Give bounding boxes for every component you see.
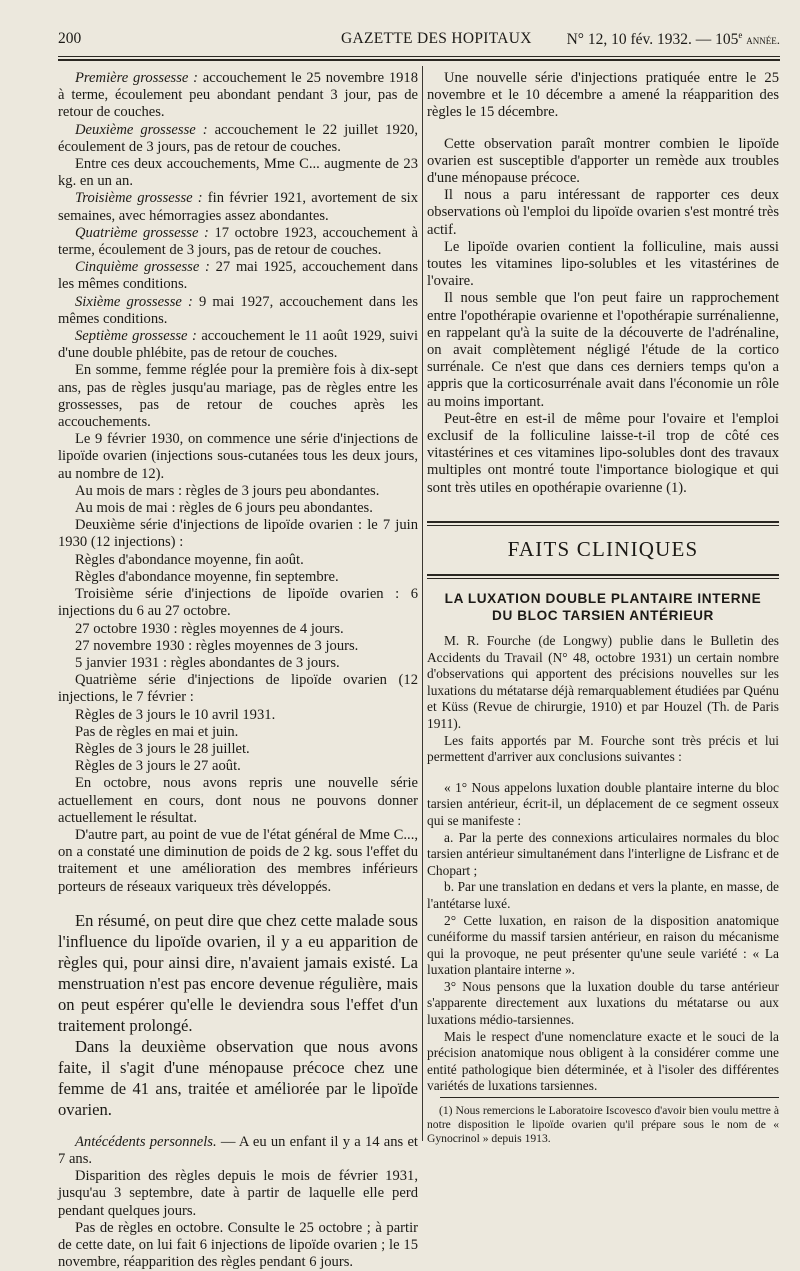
article-paragraph-1: Les faits apportés par M. Fourche sont très précis et lui permettent d'arriver aux conclusions suivantes : (427, 732, 779, 765)
left-paragraph-2: Entre ces deux accouchements, Mme C... augmente de 23 kg. en un an. (58, 156, 418, 190)
right-paragraph-3: Le lipoïde ovarien contient la folliculine, mais aussi toutes les vitamines lipo-solubles et les vitastérines de l'ovaire. (427, 238, 779, 290)
right-paragraph-2: Il nous a paru intéressant de rapporter ces deux observations où l'emploi du lipoïde ovarien s'est montré très actif. (427, 187, 779, 238)
left-paragraph-8: En somme, femme réglée pour la première fois à dix-sept ans, pas de règles jusqu'au mariage, pas de règles entre les grossesses, pas de retour de couches après les accouchements. (58, 362, 418, 431)
article-paragraph-3: a. Par la perte des connexions articulaires normales du bloc tarsien antérieur simultanément dans l'interligne de Lisfranc et de Chopart ; (427, 829, 779, 878)
right-column-top (427, 70, 779, 497)
left-paragraph-18: 5 janvier 1931 : règles abondantes de 3 jours. (75, 654, 340, 671)
header-rule-bottom (58, 59, 780, 61)
left-paragraph-20: Règles de 3 jours le 10 avril 1931. (75, 706, 276, 723)
header-rule-top (58, 56, 780, 57)
issue-info (567, 30, 780, 49)
article-paragraph-2: « 1° Nous appelons luxation double plantaire interne du bloc tarsien antérieur, écrit-il, un déplacement de ce segment osseux qui se manifeste : (427, 779, 779, 828)
footnote-rule (440, 1097, 779, 1098)
issue-year: année. (746, 32, 780, 48)
left-paragraph-17: 27 novembre 1930 : règles moyennes de 3 jours. (75, 637, 359, 654)
left-paragraph-11: Au mois de mai : règles de 6 jours peu abondantes. (75, 500, 373, 517)
section-rule-bottom-thin (427, 578, 779, 579)
left-paragraph-0: Première grossesse : accouchement le 25 novembre 1918 à terme, écoulement peu abondant pendant 3 jour, pas de retour de couches. (58, 70, 419, 121)
section-rule-bottom (427, 574, 779, 576)
paragraph-lead: Troisième grossesse : (75, 190, 203, 207)
left-paragraph-3: Troisième grossesse : fin février 1921, avortement de six semaines, avec hémorragies assez abondantes. (58, 190, 418, 224)
paragraph-lead: Deuxième grossesse : (75, 121, 208, 138)
left-paragraph-5: Cinquième grossesse : 27 mai 1925, accouchement dans les mêmes conditions. (58, 259, 418, 293)
left-column (58, 70, 418, 1271)
paragraph-lead: Septième grossesse : (75, 328, 197, 345)
article-title (427, 591, 779, 624)
right-paragraph-1: Cette observation paraît montrer combien le lipoïde ovarien est susceptible d'apporter un remède aux troubles d'une ménopause précoce. (427, 135, 779, 187)
section-rule-top-thin (427, 525, 779, 526)
right-column-article (427, 633, 779, 1095)
left-paragraph-22: Règles de 3 jours le 28 juillet. (75, 740, 250, 757)
section-rule-top (427, 521, 779, 523)
paragraph-lead: Cinquième grossesse : (75, 259, 210, 276)
left-paragraph-19: Quatrième série d'injections de lipoïde ovarien (12 injections, le 7 février : (58, 672, 418, 706)
article-paragraph-0: M. R. Fourche (de Longwy) publie dans le Bulletin des Accidents du Travail (N° 48, octobre 1931) un certain nombre d'observations qui apportent des précisions nouvelles sur les luxations du métatarse déjà remarquablement étudiées par Quénu et Küss (Revue de chirurgie, 1910) et par Houzel (Th. de Paris 1911). (427, 633, 779, 731)
footnote-text: (1) Nous remercions le Laboratoire Iscovesco d'avoir bien voulu mettre à notre disposition le lipoïde ovarien qu'il prépare sous le nom de « Gynocrinol » depuis 1913. (427, 1104, 779, 1145)
journal-title: GAZETTE DES HOPITAUX (341, 30, 532, 47)
article-paragraph-6: 3° Nous pensons que la luxation double du tarse antérieur s'apparente directement aux luxations du métatarse ou aux luxations médio-tarsiennes. (427, 978, 779, 1028)
left-paragraph-28: Antécédents personnels. — A eu un enfant il y a 14 ans et 7 ans. (58, 1133, 418, 1167)
left-paragraph-21: Pas de règles en mai et juin. (75, 723, 239, 740)
left-paragraph-27: Dans la deuxième observation que nous avons faite, il s'agit d'une ménopause précoce chez une femme de 41 ans, traitée et améliorée par le lipoïde ovarien. (58, 1036, 418, 1119)
page-number: 200 (58, 30, 82, 47)
left-paragraph-26: En résumé, on peut dire que chez cette malade sous l'influence du lipoïde ovarien, il y a eu apparition de règles qui, pour ainsi dire, n'avaient jamais existé. La menstruation n'est pas encore devenue régulière, mais on peut espérer qu'elle le deviendra sous l'effet d'un traitement prolongé. (58, 910, 418, 1035)
column-divider (422, 66, 423, 1141)
section-title: FAITS CLINIQUES (507, 537, 699, 561)
left-paragraph-10: Au mois de mars : règles de 3 jours peu abondantes. (75, 482, 380, 499)
left-paragraph-29: Disparition des règles depuis le mois de février 1931, jusqu'au 3 septembre, date à partir de laquelle elle perd pendant quelques jours. (58, 1168, 418, 1219)
left-paragraph-4: Quatrième grossesse : 17 octobre 1923, accouchement à terme, écoulement de 3 jours, pas de retour de couches. (58, 224, 418, 259)
left-paragraph-25: D'autre part, au point de vue de l'état général de Mme C..., on a constaté une diminution de poids de 2 kg. sous l'effet du traitement et une amélioration des membres inférieurs porteurs de réseaux variqueux très développés. (58, 826, 418, 895)
article-title-line1: LA LUXATION DOUBLE PLANTAIRE INTERNE (444, 591, 762, 606)
left-paragraph-7: Septième grossesse : accouchement le 11 août 1929, suivi d'une double phlébite, pas de retour de couches. (58, 328, 418, 362)
left-paragraph-30: Pas de règles en octobre. Consulte le 25 octobre ; à partir de cette date, on lui fait 6 injections de lipoïde ovarien ; le 15 novembre, réapparition des règles pendant 6 jours. (58, 1219, 418, 1271)
left-paragraph-6: Sixième grossesse : 9 mai 1927, accouchement dans les mêmes conditions. (58, 293, 419, 327)
issue-number: N° 12, 10 fév. 1932. — 105 (566, 31, 739, 49)
paragraph-lead: Quatrième grossesse : (75, 224, 209, 241)
left-paragraph-9: Le 9 février 1930, on commence une série d'injections de lipoïde ovarien (injections sous-cutanées tous les deux jours, au nombre de 12). (58, 431, 418, 482)
left-paragraph-12: Deuxième série d'injections de lipoïde ovarien : le 7 juin 1930 (12 injections) : (58, 517, 418, 551)
running-header (58, 30, 780, 54)
left-paragraph-1: Deuxième grossesse : accouchement le 22 juillet 1920, écoulement de 3 jours, pas de retour de couches. (58, 121, 418, 155)
issue-sup: e (738, 30, 743, 40)
article-paragraph-4: b. Par une translation en dedans et vers la plante, en masse, de l'antétarse luxé. (427, 879, 779, 911)
article-paragraph-5: 2° Cette luxation, en raison de la disposition anatomique cunéiforme du massif tarsien antérieur, en raison du mécanisme qui la provoque, ne peut présenter qu'une seule variété : « La luxation plantaire interne ». (427, 912, 779, 978)
right-paragraph-0: Une nouvelle série d'injections pratiquée entre le 25 novembre et le 10 décembre a amené la réapparition des règles le 15 décembre. (427, 70, 779, 121)
paragraph-lead: Première grossesse : (75, 70, 199, 86)
left-paragraph-23: Règles de 3 jours le 27 août. (75, 758, 241, 775)
right-paragraph-5: Peut-être en est-il de même pour l'ovaire et l'emploi exclusif de la folliculine laisse-t-il trop de côté ces vitastérines et ces vitamines lipo-solubles dont des travaux multiples ont montré toute l'importance biologique et qui sont très utiles en opothérapie ovarienne (1). (427, 410, 779, 496)
paragraph-lead: Sixième grossesse : (75, 293, 193, 310)
left-paragraph-14: Règles d'abondance moyenne, fin septembre. (75, 568, 339, 585)
paragraph-lead: Antécédents personnels. (75, 1133, 217, 1150)
article-title-line2: DU BLOC TARSIEN ANTÉRIEUR (492, 607, 714, 623)
left-paragraph-13: Règles d'abondance moyenne, fin août. (75, 551, 304, 568)
footnote (427, 1104, 779, 1145)
article-paragraph-7: Mais le respect d'une nomenclature exacte et le souci de la précision anatomique nous obligent à la considérer comme une entité pathologique bien déterminée, et à l'isoler des différentes variétés de luxations tarsiennes. (427, 1028, 779, 1094)
left-paragraph-15: Troisième série d'injections de lipoïde ovarien : 6 injections du 6 au 27 octobre. (58, 586, 418, 620)
left-paragraph-24: En octobre, nous avons repris une nouvelle série actuellement en cours, dont nous ne pouvons donner actuellement le résultat. (58, 775, 418, 826)
left-paragraph-16: 27 octobre 1930 : règles moyennes de 4 jours. (75, 620, 344, 637)
right-paragraph-4: Il nous semble que l'on peut faire un rapprochement entre l'opothérapie ovarienne et l'opothérapie surrénalienne, en rappelant qu'à la suite de la découverte de l'adrénaline, on avait complètement négligé l'étude de la cortico surrénale. Ce n'est que dans ces derniers temps qu'on a appris que la corticosurrénale avait dans l'économie un rôle au moins important. (427, 290, 779, 410)
